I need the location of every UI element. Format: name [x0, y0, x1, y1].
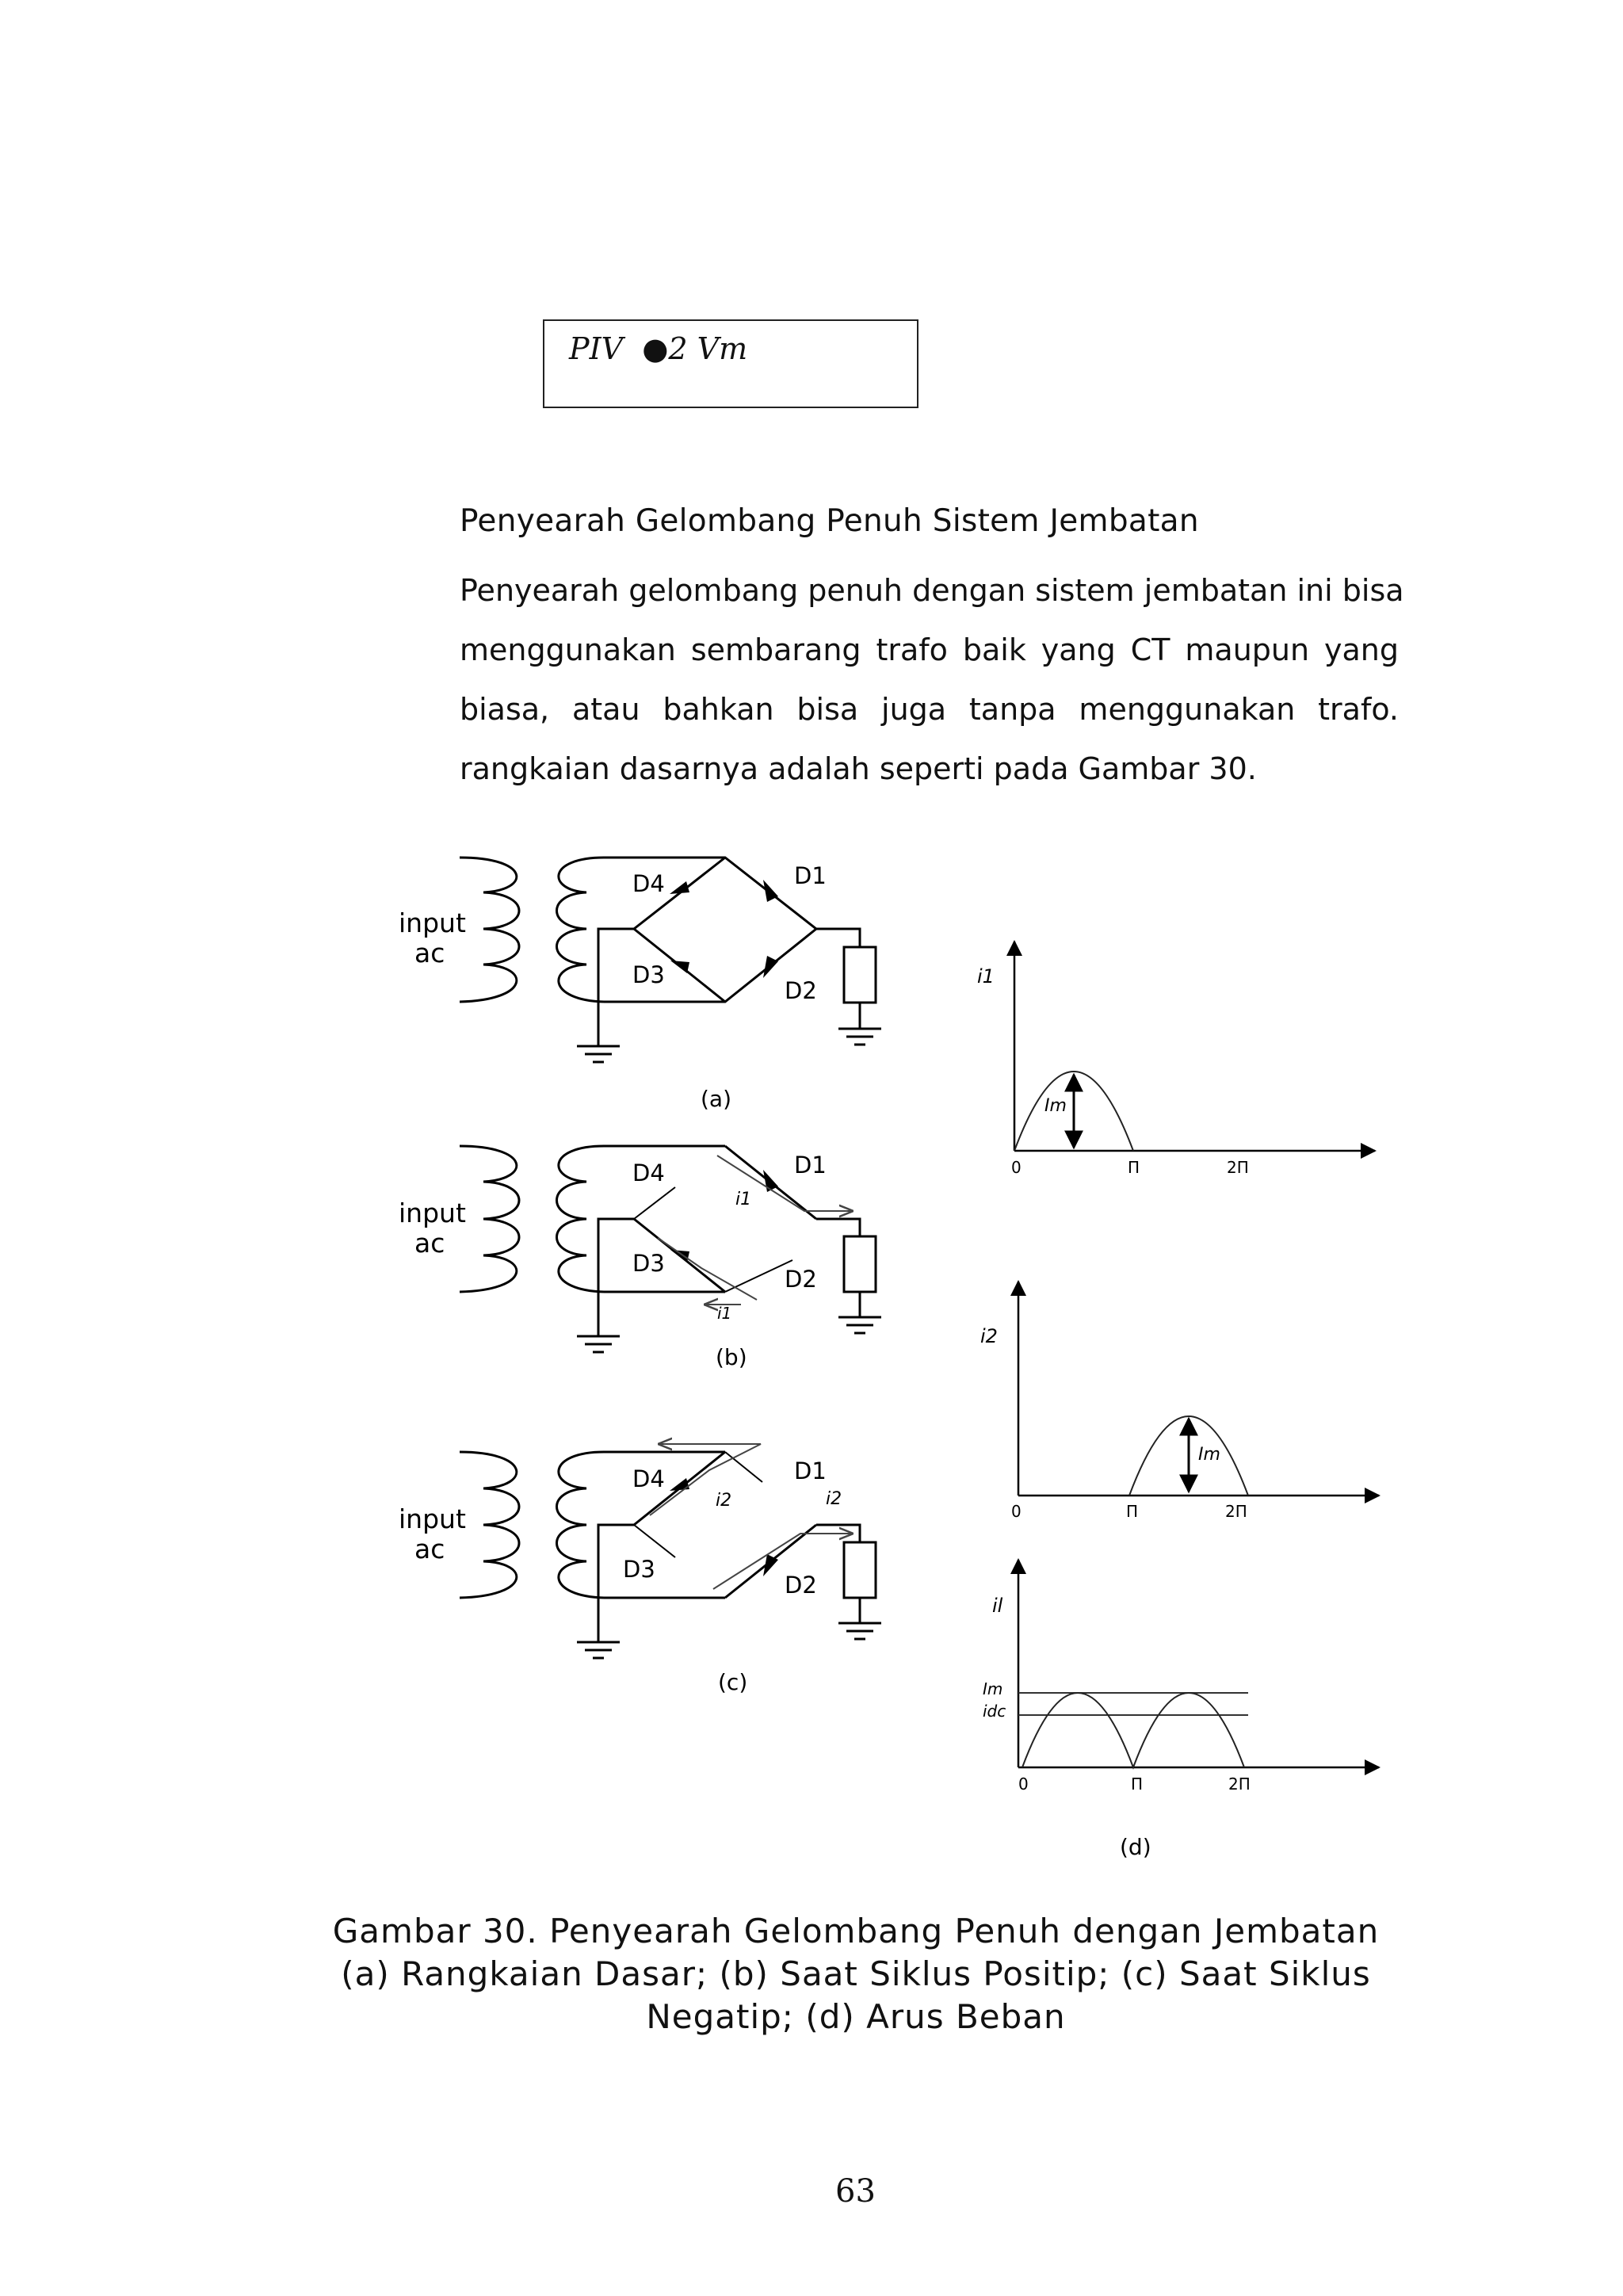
label-d2: D2	[785, 977, 817, 1004]
diode-d3-symbol	[670, 1250, 689, 1263]
diode-d4-symbol	[670, 881, 689, 894]
input-label: input	[399, 907, 466, 938]
pi-label: Π	[1131, 1775, 1144, 1794]
figure-caption	[301, 1910, 1411, 2038]
paragraph-line-2: menggunakan sembarang trafo baik yang CT maupun yang	[460, 632, 1399, 667]
peak-label: Im	[1044, 1096, 1067, 1116]
circuit-c	[399, 1444, 881, 1695]
primary-coil	[460, 1452, 519, 1598]
dc-label: idc	[983, 1702, 1006, 1721]
label-d4: D4	[632, 870, 665, 897]
label-d3: D3	[632, 961, 665, 988]
y-label-il: il	[992, 1595, 1003, 1617]
current-path-i2-forward	[713, 1534, 852, 1589]
subfigure-label-c: (c)	[718, 1669, 748, 1695]
two-pi-label: 2Π	[1227, 1158, 1249, 1177]
paragraph-line-3: biasa, atau bahkan bisa juga tanpa menggunakan trafo.	[460, 692, 1399, 727]
formula-lhs: PIV	[569, 331, 624, 366]
graph-i1	[977, 942, 1375, 1177]
origin-label: 0	[1011, 1158, 1022, 1177]
formula-rhs: 2 Vm	[668, 331, 748, 366]
label-i1-top: i1	[735, 1190, 752, 1209]
diode-d2-symbol	[763, 956, 778, 978]
label-d2: D2	[785, 1266, 817, 1293]
input-label: input	[399, 1198, 466, 1228]
pi-label: Π	[1126, 1502, 1139, 1521]
label-d1: D1	[794, 1152, 827, 1179]
wire-ground	[598, 929, 634, 1046]
ac-label: ac	[414, 1534, 445, 1564]
label-d4: D4	[632, 1159, 665, 1186]
diode-d3-symbol	[670, 961, 689, 973]
label-i2-left: i2	[716, 1491, 732, 1511]
peak-label: Im	[1198, 1445, 1220, 1465]
wire-load	[816, 1219, 860, 1236]
formula-symbol: ●	[642, 331, 669, 366]
label-d4: D4	[632, 1465, 665, 1492]
two-pi-label: 2Π	[1228, 1775, 1251, 1794]
paragraph-line-1: Penyearah gelombang penuh dengan sistem jembatan ini bisa	[460, 573, 1404, 608]
wire-d3-open	[634, 1525, 675, 1557]
origin-label: 0	[1011, 1502, 1022, 1521]
subfigure-label-d: (d)	[1120, 1834, 1151, 1860]
peak-label: Im	[983, 1679, 1003, 1698]
two-pi-label: 2Π	[1225, 1502, 1247, 1521]
y-label-i2: i2	[980, 1325, 998, 1347]
load-resistor	[844, 1236, 876, 1292]
circuit-a	[399, 858, 881, 1112]
label-i2-right: i2	[826, 1489, 842, 1509]
primary-coil	[460, 858, 519, 1002]
ground-symbol	[577, 1029, 881, 1062]
page-number: 63	[835, 2173, 876, 2210]
input-label: input	[399, 1503, 466, 1534]
current-path-i2-return	[650, 1444, 761, 1515]
wire-d1-open	[725, 1452, 762, 1482]
label-d1: D1	[794, 1457, 827, 1484]
label-d3: D3	[632, 1250, 665, 1277]
wire-ground	[598, 1525, 634, 1642]
caption-line-3: Negatip; (d) Arus Beban	[646, 1997, 1066, 2036]
ac-label: ac	[414, 1228, 445, 1259]
diode-d4-symbol	[670, 1478, 689, 1491]
secondary-coil	[557, 858, 605, 1002]
graph-il	[983, 1560, 1379, 1860]
label-i1-bottom: i1	[717, 1304, 732, 1323]
current-path-i1-return	[658, 1238, 757, 1300]
full-wave-curve	[1022, 1693, 1244, 1767]
secondary-coil	[557, 1146, 605, 1292]
load-resistor	[844, 1542, 876, 1598]
label-d1: D1	[794, 862, 827, 889]
section-heading: Penyearah Gelombang Penuh Sistem Jembatan	[460, 503, 1199, 539]
label-d2: D2	[785, 1572, 817, 1599]
primary-coil	[460, 1146, 519, 1292]
y-label-i1: i1	[977, 965, 995, 988]
ac-label: ac	[414, 938, 445, 968]
label-d3: D3	[623, 1556, 655, 1583]
ground-symbol	[577, 1623, 881, 1658]
subfigure-label-a: (a)	[701, 1086, 732, 1112]
caption-line-1: Gambar 30. Penyearah Gelombang Penuh dengan Jembatan	[332, 1912, 1380, 1950]
origin-label: 0	[1018, 1775, 1029, 1794]
graph-i2	[980, 1282, 1379, 1521]
subfigure-label-b: (b)	[716, 1344, 747, 1370]
load-resistor	[844, 947, 876, 1003]
pi-label: Π	[1128, 1158, 1140, 1177]
wire-ground	[598, 1219, 634, 1336]
caption-line-2: (a) Rangkaian Dasar; (b) Saat Siklus Positip; (c) Saat Siklus	[341, 1954, 1371, 1993]
wire-d4-open	[634, 1187, 675, 1219]
paragraph-line-4: rangkaian dasarnya adalah seperti pada Gambar 30.	[460, 751, 1257, 786]
circuit-b	[399, 1146, 881, 1370]
secondary-coil	[557, 1452, 605, 1598]
